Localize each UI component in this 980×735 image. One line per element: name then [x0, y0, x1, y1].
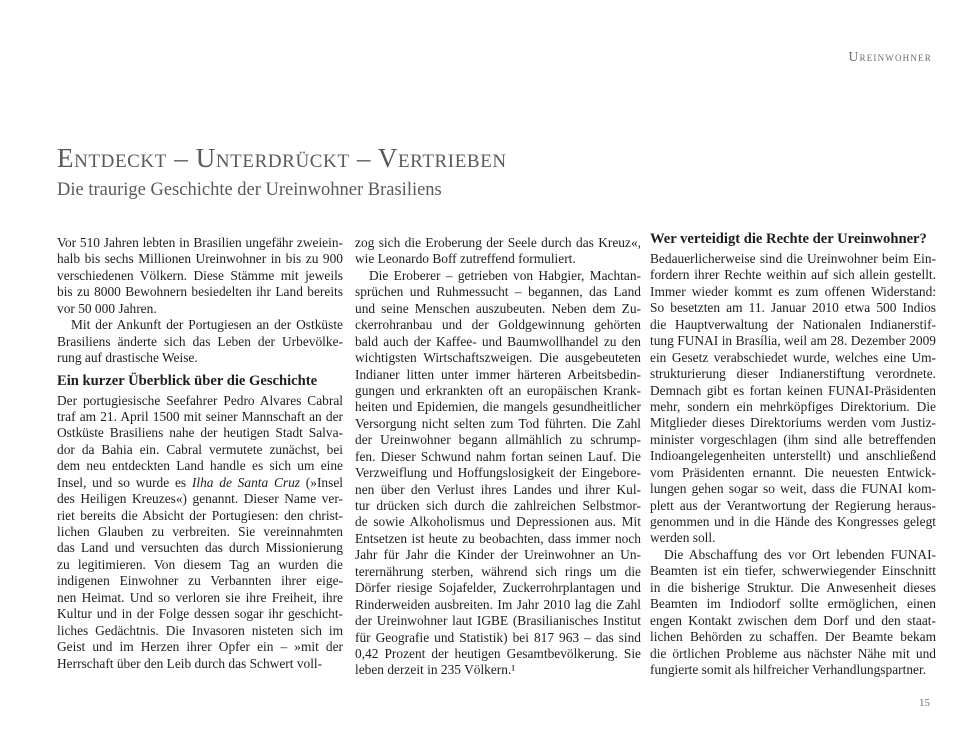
text-line: gungen und erkrankten oft an europäischen Krank- [355, 382, 641, 398]
text-line: vom Präsidenten ernannt. Die neuesten Entwick- [650, 464, 936, 480]
text-line: 0,42 Prozent der heutigen Gesamtbevölkerung. Sie [355, 645, 641, 661]
text-line: das Land und versuchten das durch Missionierung [57, 540, 343, 556]
text-line: genommen und in die Hände des Kongresses gelegt [650, 514, 936, 529]
text-line: Mitglieder dieses Direktoriums werden vom Justiz- [650, 415, 936, 431]
text-line: nen Heimat. Und so verloren sie ihre Freiheit, ihre [57, 589, 343, 605]
text-line: Vor 510 Jahren lebten in Brasilien ungefähr zweiein- [57, 235, 343, 250]
text-line: fen. Dieser Schwund nahm fortan seinen Lauf. Die [355, 448, 641, 464]
text-line: ckerrohranbau und der Goldgewinnung gehörten [355, 317, 641, 333]
text-line: die Hauptverwaltung der Nationalen Indianerstif- [650, 316, 936, 332]
text-line: zu legitimieren. Von diesem Tag an wurden die [57, 556, 343, 572]
paragraph [650, 251, 936, 547]
text-line: Demnach gibt es fortan keinen FUNAI-Präsidenten [650, 382, 936, 398]
text-line: fordern ihrer Rechte weithin auf sich allein gestellt. [650, 267, 936, 283]
text-line: Die Abschaffung des vor Ort lebenden FUNAI- [664, 546, 936, 562]
text-line: für Geografie und Statistik) bei 817 963 – das sind [355, 629, 641, 645]
text-column-3 [650, 231, 936, 678]
text-line: ein Gesetz verabschiedet wurde, welches eine Um- [650, 349, 936, 365]
text-line: leben derzeit in 235 Völkern.¹ [355, 662, 516, 678]
text-column-2 [355, 235, 641, 679]
text-line: Brasiliens änderte sich das Leben der Urbevölke- [57, 333, 343, 349]
text-line: Verzweiflung und Hoffungslosigkeit der Eingebore- [355, 465, 641, 481]
text-line: Beamten ist ein tiefer, schwerwiegender Einschnitt [650, 563, 936, 579]
text-line: vor 50 000 Jahren. [57, 300, 157, 316]
paragraph [355, 268, 641, 679]
text-line: liches Gedächtnis. Die Invasoren nisteten sich im [57, 622, 343, 638]
text-line: des Heiligen Kreuzes«) genannt. Dieser Name ver- [57, 491, 343, 507]
text-line: Immer wieder kommt es zum offenen Widerstand: [650, 283, 936, 299]
text-line: plett aus der Verantwortung der Regierung heraus- [650, 497, 936, 513]
text-line: Insel, und so wurde es Ilha de Santa Cruz (»Insel [57, 474, 343, 490]
text-line: wie Leonardo Boff zutreffend formuliert. [355, 251, 576, 267]
text-line: in die bisherige Struktur. Die Anwesenheit dieses [650, 579, 936, 595]
italic-name: Ilha de Santa Cruz [191, 474, 301, 490]
text-line: So besetzten am 11. Januar 2010 etwa 500 Indios [650, 300, 936, 316]
running-head: Ureinwohner [848, 49, 932, 64]
text-line: verschiedenen Völkern. Diese Stämme mit jeweils [57, 267, 343, 283]
text-line: rung auf drastische Weise. [57, 350, 198, 366]
text-line: Mit der Ankunft der Portugiesen an der Ostküste [71, 317, 343, 333]
text-line: traf am 21. April 1500 mit seiner Mannschaft an der [57, 408, 343, 424]
text-line: Die Eroberer – getrieben von Habgier, Machtan- [369, 267, 641, 283]
text-line: Indioangelegenheiten unterstellt) und anschließend [650, 448, 936, 464]
text-line: dem neu entdeckten Land handle es sich um eine [57, 458, 343, 474]
text-line: die örtlichen Probleme aus nächster Nähe mit und [650, 645, 936, 661]
text-line: mehr, sondern ein mehrköpfiges Direktorium. Die [650, 398, 936, 414]
text-line: der Ureinwohner laut IGBE (Brasilianisches Institut [355, 613, 641, 629]
text-line: Beamten im Indiodorf sollte ermöglichen, einen [650, 596, 936, 612]
text-line: dor da Bahia ein. Cabral vermutete zunächst, bei [57, 441, 343, 457]
text-line: bis zu 8000 Bewohnern besiedelten ihr Land bereits [57, 284, 343, 300]
paragraph [57, 317, 343, 366]
text-line: wichtigsten Wirtschaftszweigen. Die ausgebeuteten [355, 350, 641, 366]
text-line: und seine Menschen auszubeuten. Neben dem Zu- [355, 300, 641, 316]
text-line: Kultur und in der Folge dessen sogar ihr geschicht- [57, 606, 343, 622]
text-line: Herrschaft über den Leib durch das Schwert voll- [57, 655, 323, 671]
paragraph [355, 235, 641, 268]
text-line: indigenen Einwohner zu Verbannten ihrer eige- [57, 573, 343, 589]
text-line: Versorgung nicht selten zum Tod führten. Die Zahl [355, 415, 641, 431]
text-line: tung FUNAI in Brasília, weil am 28. Dezember 2009 [650, 333, 936, 349]
text-line: werden soll. [650, 530, 716, 546]
text-line: fungierte somit als hilfreicher Verhandlungspartner. [650, 661, 927, 677]
paragraph [57, 235, 343, 317]
text-line: zog sich die Eroberung der Seele durch das Kreuz«, [355, 235, 641, 250]
text-line: de sowie Alkoholismus und Depressionen aus. Mit [355, 514, 641, 530]
article-title: Entdeckt – Unterdrückt – Vertrieben [57, 143, 507, 173]
text-line: Jahr für Jahr die Kinder der Ureinwohner an Un- [355, 547, 641, 563]
text-line: lichen Behörden zu schaffen. Der Beamte bekam [650, 629, 936, 645]
text-line: Dörfer riesige Sojafelder, Zuckerrohrplantagen und [355, 580, 641, 596]
text-line: Rinderweiden ausbreiten. Im Jahr 2010 lag die Zahl [355, 596, 641, 612]
text-line: Indianer litten unter immer härteren Arbeitsbedin- [355, 366, 641, 382]
text-line: Bedauerlicherweise sind die Ureinwohner beim Ein- [650, 251, 936, 266]
text-line: terernährung sterben, während sich rings um die [355, 563, 641, 579]
text-line: riet bereits die Absicht der Portugiesen: den christ- [57, 507, 343, 523]
text-line: minister vorgeschlagen (ihm sind alle betreffenden [650, 431, 936, 447]
text-line: lichen Glauben zu verbreiten. Sie vereinnahmten [57, 524, 343, 539]
text-line: der Ureinwohner begann allmählich zu schrump- [355, 432, 641, 448]
page-number: 15 [919, 697, 930, 709]
article-subtitle: Die traurige Geschichte der Ureinwohner Brasiliens [57, 180, 442, 200]
section-heading: Ein kurzer Überblick über die Geschichte [57, 372, 318, 389]
text-line: nen über den Verlust ihres Landes und ihrer Kul- [355, 481, 641, 497]
text-line: lungen gehen sogar so weit, dass die FUNAI kom- [650, 481, 936, 497]
text-line: Geist und im Herzen ihrer Opfer ein – »mit der [57, 639, 343, 655]
text-line: heiten und Epidemien, die mangels gesundheitlicher [355, 399, 641, 415]
paragraph [650, 547, 936, 679]
text-line: bald auch der Kaffee- und Baumwollhandel zu den [355, 333, 641, 349]
text-line: Entsetzen ist heute zu beobachten, dass immer noch [355, 530, 641, 546]
text-line: halb bis sechs Millionen Ureinwohner in bis zu 900 [57, 251, 343, 267]
text-line: sprüchen und Ruhmessucht – begannen, das Land [355, 284, 641, 300]
text-line: strukturierung dieser Indianerstiftung verordnete. [650, 366, 936, 382]
text-line: tur drücken sich durch die zahlreichen Selbstmor- [355, 498, 641, 513]
section-heading: Wer verteidigt die Rechte der Ureinwohner? [650, 231, 927, 247]
text-line: Der portugiesische Seefahrer Pedro Alvares Cabral [57, 392, 343, 408]
paragraph [57, 393, 343, 672]
text-line: engen Kontakt zwischen dem Dorf und den staat- [650, 612, 936, 628]
text-column-1 [57, 235, 343, 672]
text-line: Ostküste Brasiliens nahe der heutigen Stadt Salva- [57, 425, 343, 441]
